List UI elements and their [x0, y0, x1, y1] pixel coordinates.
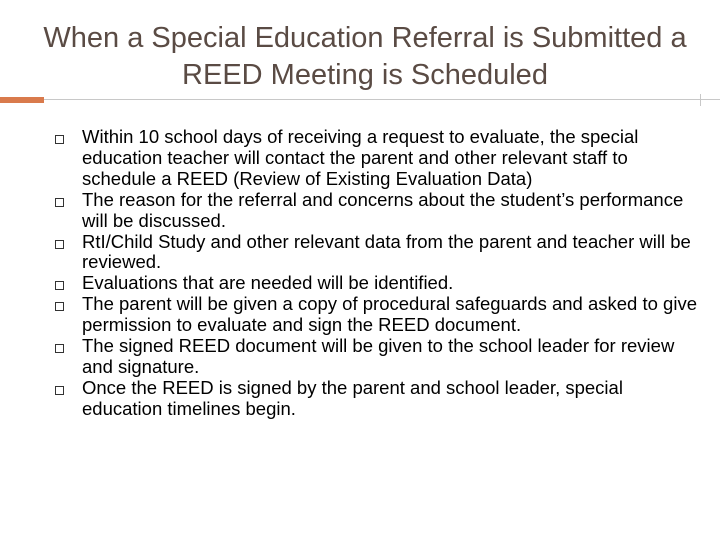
list-item — [0, 232, 720, 274]
square-bullet-icon — [55, 135, 64, 144]
list-item — [0, 378, 720, 420]
divider-end-tick — [700, 94, 701, 106]
bullet-text: Evaluations that are needed will be identified. — [82, 272, 454, 294]
bullet-text: The parent will be given a copy of procedural safeguards and asked to give permission to evaluate and sign the REED document. — [82, 293, 697, 336]
slide-title: When a Special Education Referral is Submitted a REED Meeting is Scheduled — [43, 22, 687, 91]
square-bullet-icon — [55, 302, 64, 311]
bullet-text: RtI/Child Study and other relevant data from the parent and teacher will be reviewed. — [82, 230, 691, 273]
list-item — [0, 127, 720, 190]
square-bullet-icon — [55, 386, 64, 395]
bullet-text: The reason for the referral and concerns about the student’s performance will be discussed. — [82, 188, 684, 231]
square-bullet-icon — [55, 240, 64, 249]
title-divider — [0, 99, 720, 100]
list-item — [0, 294, 720, 336]
square-bullet-icon — [55, 344, 64, 353]
bullet-text: The signed REED document will be given to the school leader for review and signature. — [82, 335, 675, 377]
list-item — [0, 190, 720, 232]
accent-bar — [0, 97, 44, 103]
bullet-list — [0, 127, 720, 420]
square-bullet-icon — [55, 198, 64, 207]
bullet-text: Once the REED is signed by the parent and school leader, special education timelines begin. — [82, 376, 623, 419]
square-bullet-icon — [55, 281, 64, 290]
list-item — [0, 273, 720, 294]
list-item — [0, 336, 720, 378]
bullet-text: Within 10 school days of receiving a request to evaluate, the special education teacher will contact the parent and other relevant staff to schedule a REED (Review of Existing Evaluation Data) — [82, 126, 639, 189]
